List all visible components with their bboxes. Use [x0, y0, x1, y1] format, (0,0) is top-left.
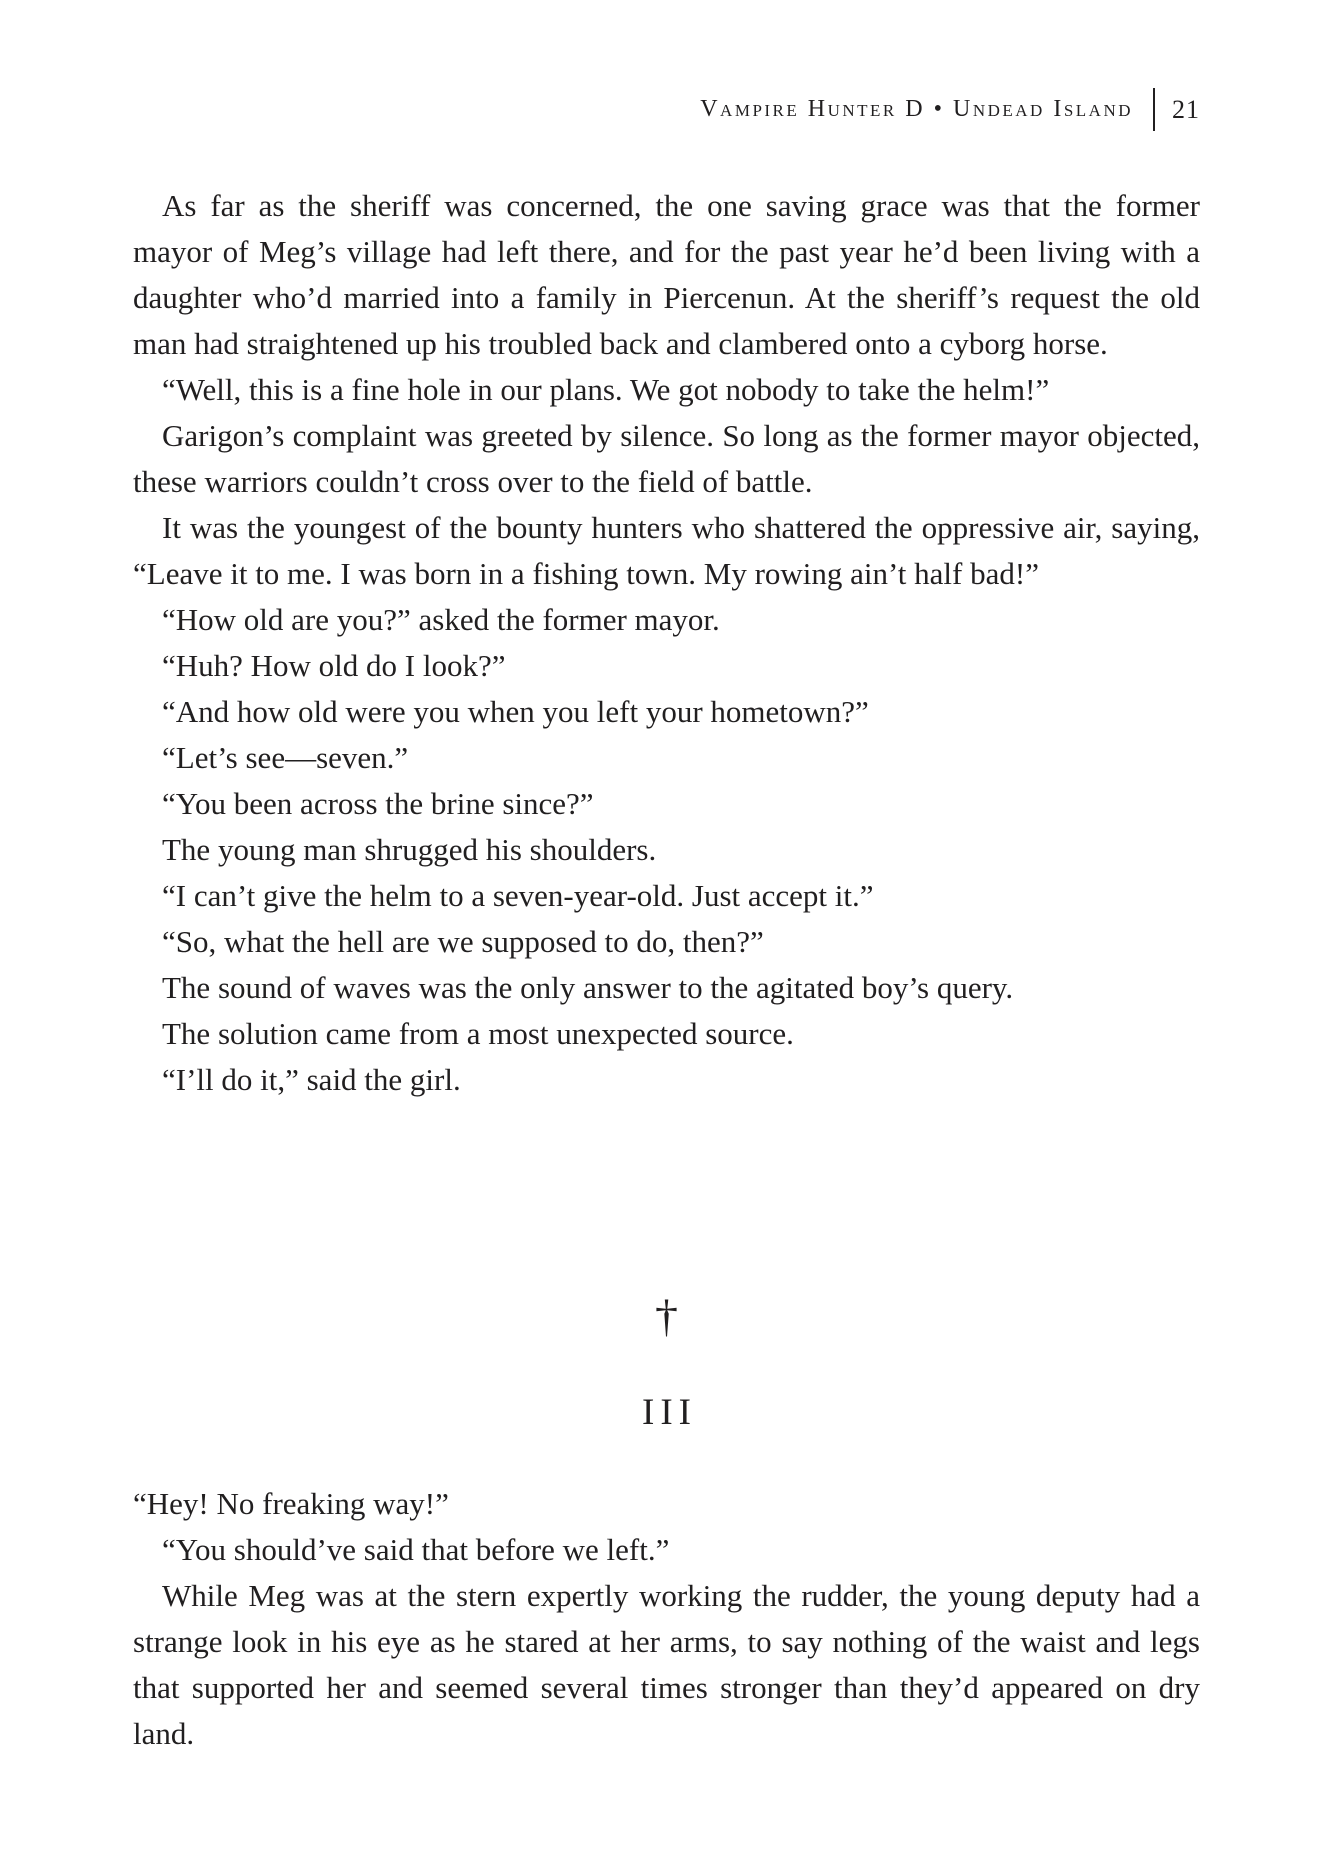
paragraph: While Meg was at the stern expertly working the rudder, the young deputy had a strange look in his eye as he stared at her arms, to say nothing of the waist and legs that supported her and seemed several times stronger than they’d appeared on dry land. [133, 1578, 1200, 1751]
paragraph: It was the youngest of the bounty hunters who shattered the oppressive air, saying, “Leave it to me. I was born in a fishing town. My rowing ain’t half bad!” [133, 510, 1200, 591]
paragraph: “How old are you?” asked the former mayor. [162, 602, 720, 637]
paragraph: “And how old were you when you left your hometown?” [162, 694, 869, 729]
paragraph: “I’ll do it,” said the girl. [162, 1062, 461, 1097]
paragraph: “Well, this is a fine hole in our plans. We got nobody to take the helm!” [162, 372, 1050, 407]
paragraph: The young man shrugged his shoulders. [162, 832, 657, 867]
paragraph: As far as the sheriff was concerned, the one saving grace was that the former mayor of Meg’s village had left there, and for the past year he’d been living with a daughter who’d married into a family in Piercenun. At the sheriff’s request the old man had straightened up his troubled back and clambered onto a cyborg horse. [133, 188, 1200, 361]
body-text-section-1 [133, 183, 1200, 1103]
paragraph: “You been across the brine since?” [162, 786, 594, 821]
body-text-section-2 [133, 1481, 1200, 1757]
section-heading-numeral: III [642, 1392, 697, 1433]
paragraph: “Huh? How old do I look?” [162, 648, 506, 683]
paragraph: The sound of waves was the only answer to the agitated boy’s query. [162, 970, 1014, 1005]
paragraph: “You should’ve said that before we left.” [162, 1532, 670, 1567]
running-title: Vampire Hunter D • Undead Island [700, 96, 1133, 122]
paragraph: “I can’t give the helm to a seven-year-old. Just accept it.” [162, 878, 874, 913]
paragraph: “Let’s see—seven.” [162, 740, 409, 775]
dagger-divider-icon: † [655, 1290, 678, 1341]
running-header [133, 88, 1200, 131]
header-divider-rule [1153, 88, 1155, 131]
paragraph: “So, what the hell are we supposed to do, then?” [162, 924, 764, 959]
paragraph: “Hey! No freaking way!” [133, 1486, 449, 1521]
page-number: 21 [1172, 94, 1200, 124]
paragraph: Garigon’s complaint was greeted by silence. So long as the former mayor objected, these warriors couldn’t cross over to the field of battle. [133, 418, 1200, 499]
paragraph: The solution came from a most unexpected source. [162, 1016, 794, 1051]
